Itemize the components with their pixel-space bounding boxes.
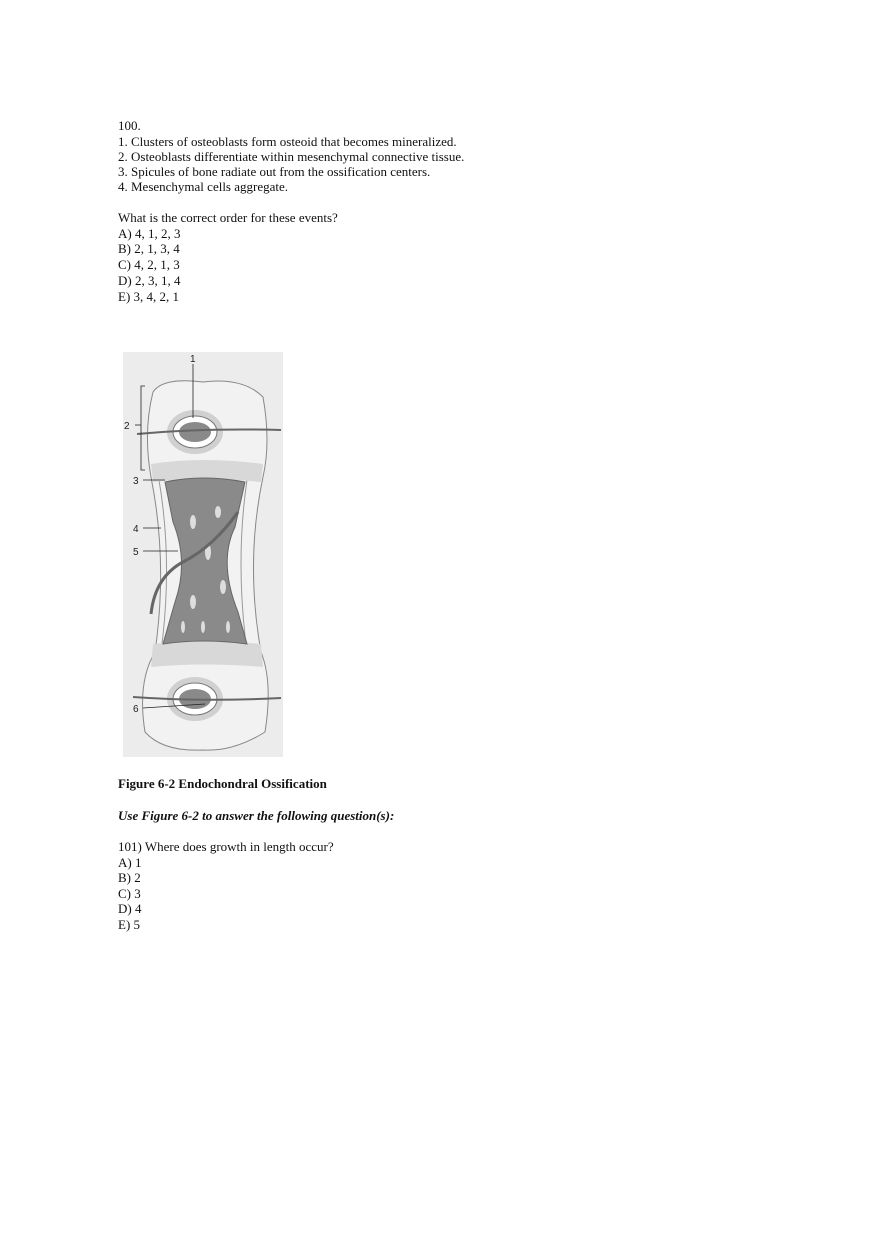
- statement: 2. Osteoblasts differentiate within mesenchymal connective tissue.: [118, 149, 465, 164]
- figure-label: 2: [124, 421, 130, 432]
- figure-caption: Figure 6-2 Endochondral Ossification: [118, 776, 327, 791]
- figure-label: 6: [133, 704, 139, 715]
- figure-label: 4: [133, 524, 139, 535]
- answer-option: D) 4: [118, 901, 142, 916]
- answer-option: D) 2, 3, 1, 4: [118, 273, 181, 288]
- question-text: What is the correct order for these events?: [118, 210, 338, 225]
- question-number: 100.: [118, 118, 141, 133]
- answer-option: A) 1: [118, 855, 142, 870]
- answer-option: A) 4, 1, 2, 3: [118, 226, 181, 241]
- statement: 4. Mesenchymal cells aggregate.: [118, 179, 289, 194]
- answer-option: E) 3, 4, 2, 1: [118, 289, 180, 304]
- figure-label: 3: [133, 476, 139, 487]
- endochondral-ossification-figure: [123, 352, 283, 757]
- figure-label: 5: [133, 547, 139, 558]
- question-text: 101) Where does growth in length occur?: [118, 839, 334, 854]
- answer-option: E) 5: [118, 917, 141, 932]
- answer-option: C) 3: [118, 886, 141, 901]
- answer-option: B) 2: [118, 870, 141, 885]
- answer-option: C) 4, 2, 1, 3: [118, 257, 180, 272]
- bone-diagram: [123, 352, 283, 757]
- figure-instruction: Use Figure 6-2 to answer the following question(s):: [118, 808, 395, 823]
- statement: 1. Clusters of osteoblasts form osteoid that becomes mineralized.: [118, 134, 457, 149]
- statement: 3. Spicules of bone radiate out from the ossification centers.: [118, 164, 431, 179]
- answer-option: B) 2, 1, 3, 4: [118, 241, 180, 256]
- figure-label: 1: [190, 354, 196, 365]
